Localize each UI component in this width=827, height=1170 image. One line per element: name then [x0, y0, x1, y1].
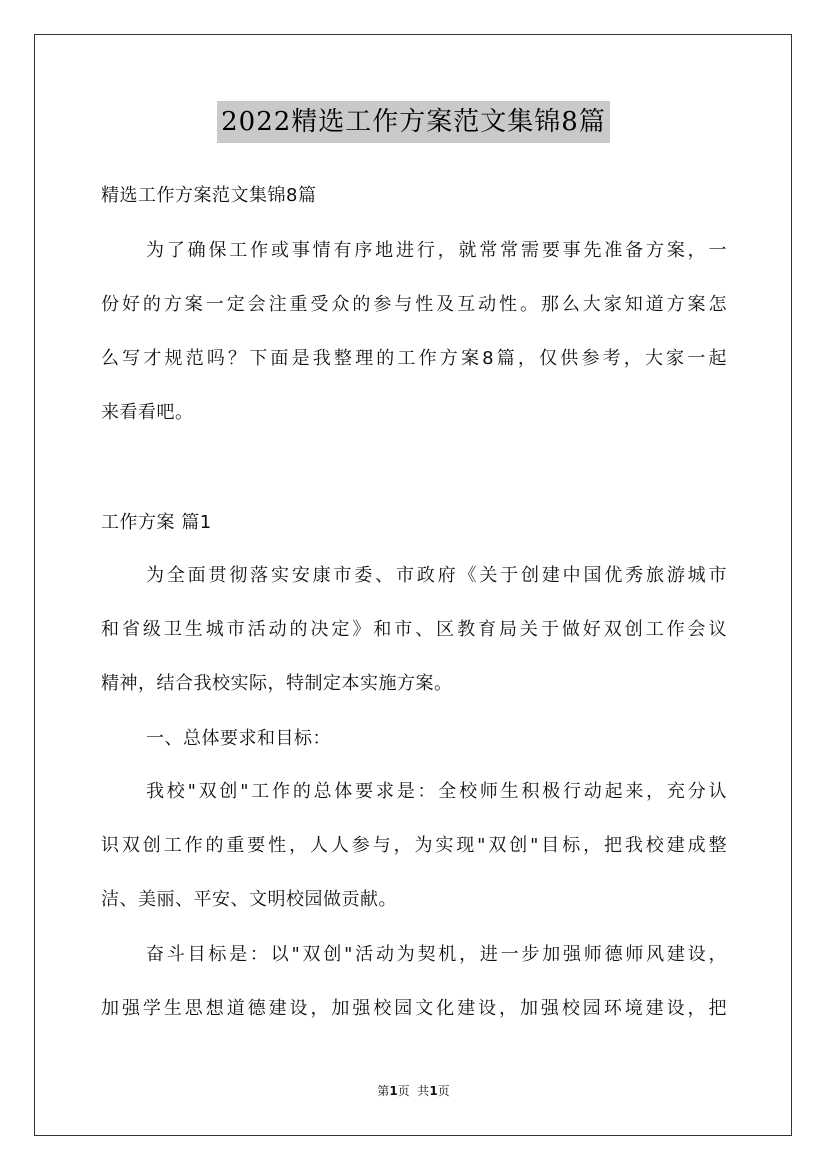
paragraph-line: 加强学生思想道德建设，加强校园文化建设，加强校园环境建设，把 — [101, 998, 727, 1019]
item-heading: 一、总体要求和目标： — [146, 728, 331, 749]
paragraph-line: 洁、美丽、平安、文明校园做贡献。 — [101, 889, 397, 910]
paragraph-line: 识双创工作的重要性，人人参与，为实现"双创"目标，把我校建成整 — [101, 835, 727, 856]
paragraph-line: 和省级卫生城市活动的决定》和市、区教育局关于做好双创工作会议 — [101, 619, 727, 640]
intro-line: 么写才规范吗？下面是我整理的工作方案8篇，仅供参考，大家一起 — [101, 348, 727, 369]
paragraph-line: 精神，结合我校实际，特制定本实施方案。 — [101, 673, 453, 694]
intro-line: 为了确保工作或事情有序地进行，就常常需要事先准备方案，一 — [146, 240, 727, 261]
subtitle: 精选工作方案范文集锦8篇 — [101, 185, 317, 206]
section-heading: 工作方案 篇1 — [101, 512, 212, 533]
paragraph-line: 为全面贯彻落实安康市委、市政府《关于创建中国优秀旅游城市 — [146, 565, 727, 586]
footer-suffix: 页 — [437, 1084, 450, 1098]
footer-prefix: 第 — [377, 1084, 390, 1098]
footer-mid: 页 共 — [397, 1084, 430, 1098]
paragraph-line: 奋斗目标是：以"双创"活动为契机，进一步加强师德师风建设， — [146, 944, 727, 965]
intro-line: 来看看吧。 — [101, 402, 194, 423]
paragraph-line: 我校"双创"工作的总体要求是：全校师生积极行动起来，充分认 — [146, 781, 727, 802]
intro-line: 份好的方案一定会注重受众的参与性及互动性。那么大家知道方案怎 — [101, 294, 727, 315]
document-title: 2022精选工作方案范文集锦8篇 — [217, 101, 610, 143]
current-page-number: 1 — [389, 1084, 398, 1098]
page-footer — [0, 1082, 827, 1099]
total-pages-number: 1 — [429, 1084, 438, 1098]
title-container — [0, 101, 827, 143]
